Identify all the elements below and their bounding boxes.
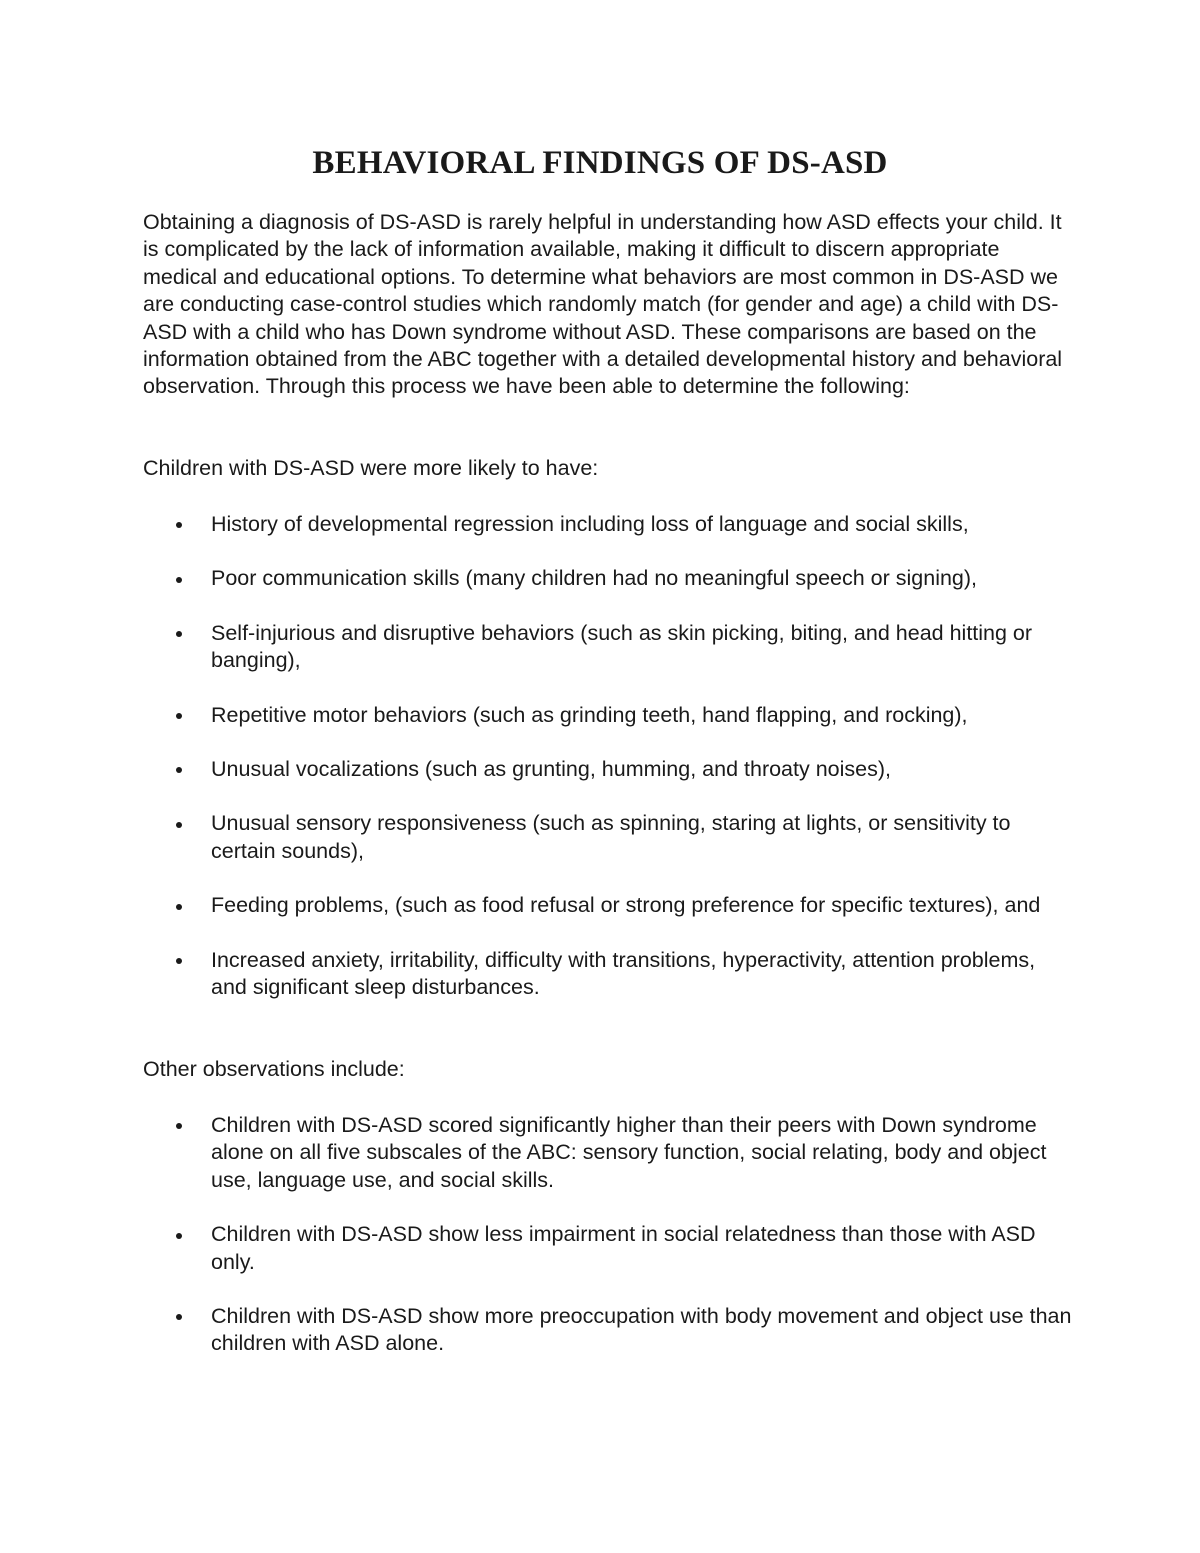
list-item (143, 1112, 1073, 1194)
bullet-icon (174, 1112, 184, 1139)
bullet-icon (174, 511, 184, 538)
list-item-text: Children with DS-ASD scored significantly higher than their peers with Down syndrome alone on all five subscales of the ABC: sensory function, social relating, body and object use, language use, and social skills. (211, 1113, 1047, 1192)
list-item-text: Feeding problems, (such as food refusal or strong preference for specific textures), and (211, 893, 1041, 918)
bullet-icon (174, 810, 184, 837)
list-item (143, 947, 1073, 1002)
list-item (143, 565, 1073, 592)
list-item (143, 702, 1073, 729)
bullet-icon (174, 702, 184, 729)
list-item-text: Repetitive motor behaviors (such as grinding teeth, hand flapping, and rocking), (211, 702, 968, 727)
bullet-icon (174, 565, 184, 592)
bullet-icon (174, 1303, 184, 1330)
list-item (143, 892, 1073, 919)
list-item (143, 1303, 1073, 1358)
list-item-text: Poor communication skills (many children had no meaningful speech or signing), (211, 566, 978, 591)
list-item-text: History of developmental regression including loss of language and social skills, (211, 512, 969, 536)
bullet-icon (174, 1221, 184, 1248)
list-item-text: Children with DS-ASD show more preoccupation with body movement and object use than children with ASD alone. (211, 1304, 1072, 1356)
section2-lead: Other observations include: (143, 1057, 405, 1081)
bullet-icon (174, 947, 184, 974)
list-item (143, 511, 1073, 538)
list-item (143, 620, 1073, 675)
list-item-text: Unusual vocalizations (such as grunting, humming, and throaty noises), (211, 757, 891, 782)
bullet-icon (174, 620, 184, 647)
intro-paragraph: Obtaining a diagnosis of DS-ASD is rarely helpful in understanding how ASD effects your child. It is complicated by the lack of information available, making it difficult to discern appropriate medical and educational options. To determine what behaviors are most common in DS-ASD we are conducting case-control studies which randomly match (for gender and age) a child with DS-ASD with a child who has Down syndrome without ASD. These comparisons are based on the information obtained from the ABC together with a detailed developmental history and behavioral observation. Through this process we have been able to determine the following: (143, 210, 1063, 399)
bullet-icon (174, 756, 184, 783)
page-title: BEHAVIORAL FINDINGS OF DS-ASD (312, 145, 888, 181)
list-item (143, 756, 1073, 783)
list-item-text: Unusual sensory responsiveness (such as spinning, staring at lights, or sensitivity to certain sounds), (211, 811, 1011, 863)
findings-list (143, 511, 1073, 1028)
list-item (143, 810, 1073, 865)
list-item-text: Self-injurious and disruptive behaviors (such as skin picking, biting, and head hitting or banging), (211, 620, 1033, 673)
list-item (143, 1221, 1073, 1276)
section1-lead: Children with DS-ASD were more likely to have: (143, 456, 599, 480)
bullet-icon (174, 892, 184, 919)
observations-list (143, 1112, 1073, 1385)
list-item-text: Children with DS-ASD show less impairment in social relatedness than those with ASD only. (211, 1222, 1036, 1274)
list-item-text: Increased anxiety, irritability, difficulty with transitions, hyperactivity, attention problems, and significant sleep disturbances. (211, 947, 1036, 1000)
